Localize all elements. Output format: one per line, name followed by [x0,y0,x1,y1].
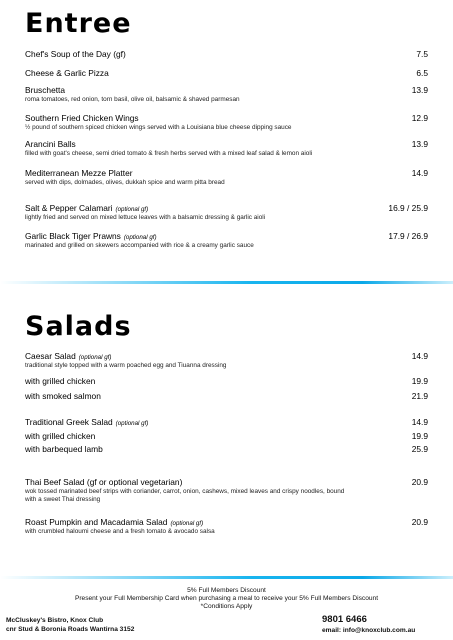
item-price: 17.9 / 26.9 [388,231,428,241]
item-option: (optional gf) [123,234,157,241]
extra-price: 19.9 [411,376,428,386]
item-price: 14.9 [411,351,428,361]
extra-name: with smoked salmon [25,391,101,401]
extra-name: with grilled chicken [25,376,96,386]
menu-item [25,168,428,187]
item-option: (optional gf) [170,520,204,527]
item-price: 13.9 [411,85,428,95]
extra-price: 19.9 [411,431,428,441]
item-description: wok tossed marinated beef strips with coriander, carrot, onion, cashews, mixed leaves and crispy noodles, bound with a sweet Thai dressing [25,488,345,503]
item-name: Chef's Soup of the Day (gf) [25,49,126,59]
item-name: Thai Beef Salad (gf or optional vegetarian) [25,477,183,487]
item-name: Southern Fried Chicken Wings [25,113,139,123]
extra-price: 25.9 [411,444,428,454]
item-description: with crumbled haloumi cheese and a fresh tomato & avocado salsa [25,528,215,535]
item-name: Arancini Balls [25,139,76,149]
item-description: ½ pound of southern spiced chicken wings served with a Louisiana blue cheese dipping sauce [25,124,292,131]
menu-item [25,85,428,104]
extra-name: with grilled chicken [25,431,96,441]
venue-address: cnr Stud & Boronia Roads Wantirna 3152 [6,626,135,633]
item-price: 20.9 [411,517,428,527]
item-price: 14.9 [411,168,428,178]
menu-item [25,139,428,158]
item-description: marinated and grilled on skewers accompanied with rice & a creamy garlic sauce [25,242,254,249]
menu-item [25,231,428,250]
item-name: Roast Pumpkin and Macadamia Salad [25,517,168,527]
menu-item-extra [25,391,428,401]
menu-item [25,473,428,504]
item-option: (optional gf) [78,354,112,361]
item-name: Traditional Greek Salad [25,417,113,427]
item-price: 12.9 [411,113,428,123]
menu-item-extra [25,444,428,454]
menu-item-extra [25,431,428,441]
menu-item [25,49,428,59]
email-link[interactable]: email: info@knoxclub.com.au [322,627,416,634]
extra-name: with barbequed lamb [25,444,103,454]
menu-item [25,351,428,370]
item-price: 13.9 [411,139,428,149]
item-price: 7.5 [416,49,428,59]
menu-item [25,203,428,222]
phone-number: 9801 6466 [322,614,367,625]
item-price: 16.9 / 25.9 [388,203,428,213]
salads-heading: Salads [25,311,132,342]
item-name: Salt & Pepper Calamari [25,203,113,213]
item-name: Bruschetta [25,85,66,95]
item-description: served with dips, dolmades, olives, dukkah spice and warm pitta bread [25,179,225,186]
item-option: (optional gf) [115,206,149,213]
item-option: (optional gf) [115,420,149,427]
extra-price: 21.9 [411,391,428,401]
discount-text: Present your Full Membership Card when purchasing a meal to receive your 5% Full Members Discount [74,595,379,602]
section-divider [0,281,453,284]
menu-item-extra [25,376,428,386]
item-name: Garlic Black Tiger Prawns [25,231,121,241]
menu-item [25,113,428,132]
entree-heading: Entree [25,8,132,39]
conditions-note: *Conditions Apply [200,603,253,610]
item-description: traditional style topped with a warm poached egg and Tiuanna dressing [25,362,227,369]
item-name: Mediterranean Mezze Platter [25,168,133,178]
item-price: 20.9 [411,477,428,487]
menu-item [25,417,428,427]
discount-title: 5% Full Members Discount [187,587,266,594]
item-name: Cheese & Garlic Pizza [25,68,109,78]
item-description: lightly fried and served on mixed lettuce leaves with a balsamic dressing & garlic aioli [25,214,266,221]
menu-item [25,68,428,78]
footer-divider [0,576,453,579]
item-price: 14.9 [411,417,428,427]
venue-name: McCluskey's Bistro, Knox Club [6,617,104,624]
item-name: Caesar Salad [25,351,76,361]
menu-item [25,517,428,536]
item-price: 6.5 [416,68,428,78]
item-description: filled with goat's cheese, semi dried tomato & fresh herbs served with a mixed leaf salad & lemon aioli [25,150,313,157]
item-description: roma tomatoes, red onion, torn basil, olive oil, balsamic & shaved parmesan [25,96,240,103]
